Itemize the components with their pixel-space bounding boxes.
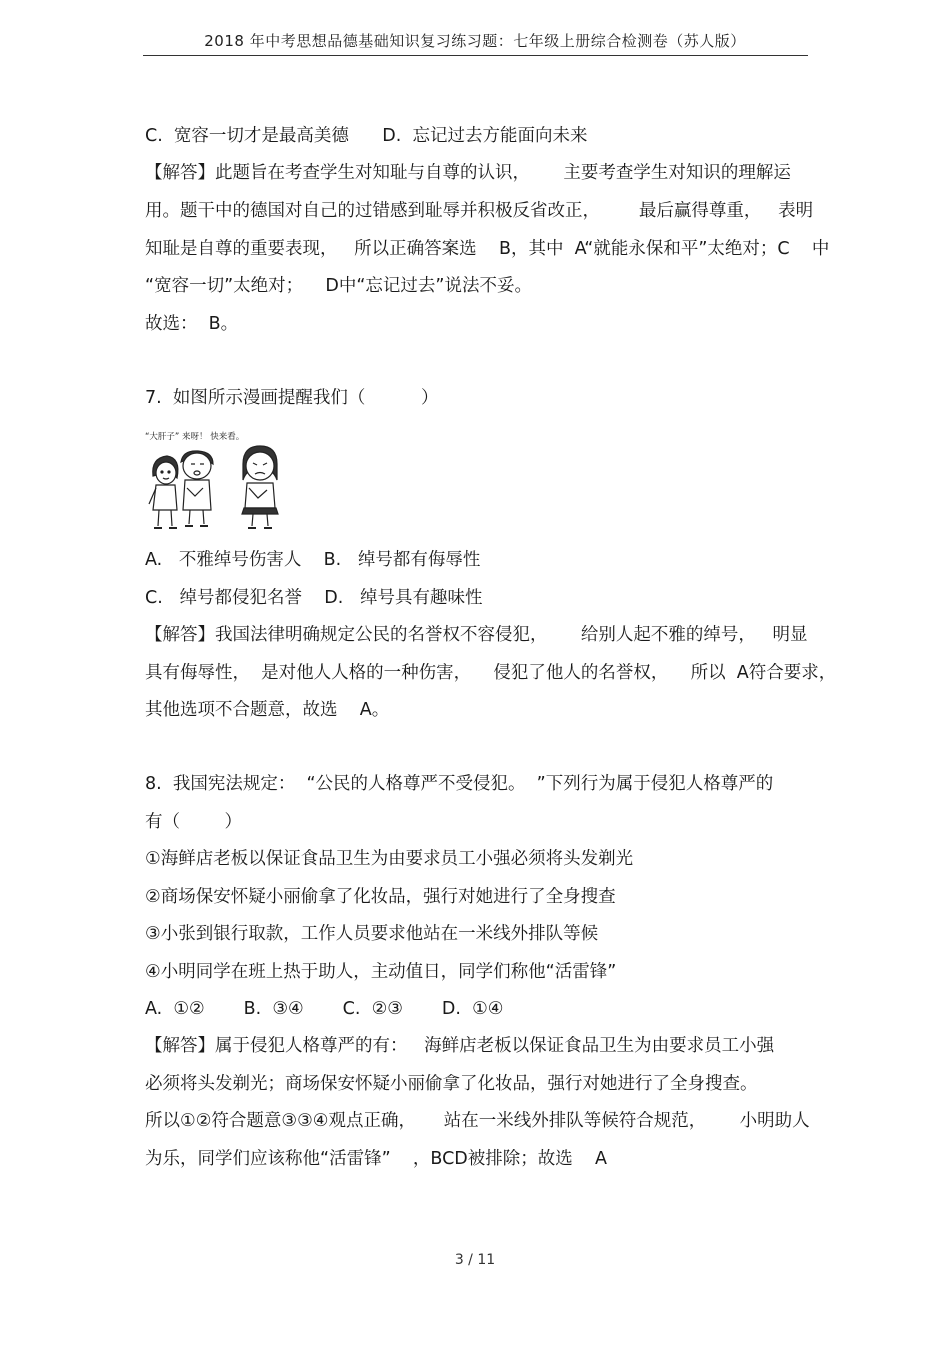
text-line: 必须将头发剃光；商场保安怀疑小丽偷拿了化妆品，强行对她进行了全身搜查。 — [145, 1074, 758, 1094]
text-line: 【解答】此题旨在考查学生对知耻与自尊的认识， 主要考查学生对知识的理解运 — [145, 163, 791, 183]
text-line: A. ①② B. ③④ C. ②③ D. ①④ — [145, 999, 504, 1019]
cartoon-figure-girl — [149, 456, 178, 528]
text-line: ②商场保安怀疑小丽偷拿了化妆品，强行对她进行了全身搜查 — [145, 887, 616, 907]
text-line: ①海鲜店老板以保证食品卫生为由要求员工小强必须将头发剃光 — [145, 849, 634, 869]
cartoon-figure-boy — [181, 451, 213, 526]
text-line: 用。题干中的德国对自己的过错感到耻辱并积极反省改正， 最后赢得尊重， 表明 — [145, 201, 814, 221]
cartoon-figure-upset-girl — [242, 446, 278, 528]
header-divider — [143, 55, 808, 56]
text-line: ④小明同学在班上热于助人，主动值日，同学们称他“活雷锋” — [145, 962, 617, 982]
text-line: 其他选项不合题意，故选 A。 — [145, 700, 390, 720]
text-line: 8. 我国宪法规定： “公民的人格尊严不受侵犯。 ”下列行为属于侵犯人格尊严的 — [145, 774, 774, 794]
text-line: C. 绰号都侵犯名誉 D. 绰号具有趣味性 — [145, 588, 483, 608]
page-number: 3 / 11 — [454, 1252, 496, 1268]
text-line: 所以①②符合题意③③④观点正确， 站在一米线外排队等候符合规范， 小明助人 — [145, 1111, 810, 1131]
text-line: 故选： B。 — [145, 314, 239, 334]
text-line: 【解答】属于侵犯人格尊严的有： 海鲜店老板以保证食品卫生为由要求员工小强 — [145, 1036, 775, 1056]
page-header-title: 2018 年中考思想品德基础知识复习练习题：七年级上册综合检测卷（苏人版） — [204, 32, 746, 50]
text-line: C. 宽容一切才是最高美德 D. 忘记过去方能面向未来 — [145, 126, 588, 146]
text-line: 【解答】我国法律明确规定公民的名誉权不容侵犯， 给别人起不雅的绰号， 明显 — [145, 625, 808, 645]
text-line: ③小张到银行取款，工作人员要求他站在一米线外排队等候 — [145, 924, 599, 944]
cartoon-illustration — [143, 428, 283, 534]
text-line: 7. 如图所示漫画提醒我们（ ） — [145, 388, 439, 408]
text-line: “宽容一切”太绝对； D中“忘记过去”说法不妥。 — [145, 276, 532, 296]
text-line: 知耻是自尊的重要表现， 所以正确答案选 B，其中 A“就能永保和平”太绝对；C 中 — [145, 239, 830, 259]
text-line: 为乐，同学们应该称他“活雷锋” ，BCD被排除；故选 A — [145, 1149, 607, 1169]
cartoon-caption: “大肝子” 来呀！ 快来看。 — [145, 432, 245, 442]
text-line: 具有侮辱性， 是对他人人格的一种伤害， 侵犯了他人的名誉权， 所以 A符合要求， — [145, 663, 837, 683]
text-line: A. 不雅绰号伤害人 B. 绰号都有侮辱性 — [145, 550, 481, 570]
text-line: 有（ ） — [145, 812, 243, 832]
